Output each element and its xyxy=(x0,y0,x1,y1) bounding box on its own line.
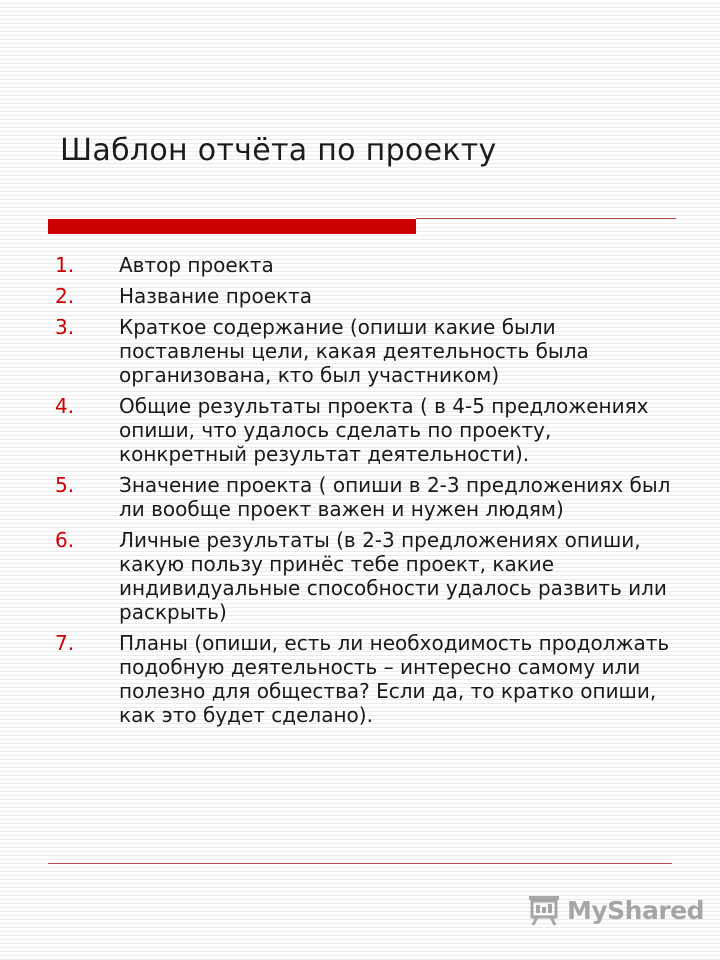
title-accent-bar xyxy=(48,219,416,234)
item-number: 5. xyxy=(55,473,75,497)
myshared-watermark xyxy=(527,893,704,927)
list-item xyxy=(55,315,675,387)
list-item xyxy=(55,284,675,308)
item-number: 4. xyxy=(55,394,75,418)
item-text: Личные результаты (в 2-3 предложениях опиши, какую пользу принёс тебе проект, какие индивидуальные способности удалось развить или раскрыть) xyxy=(119,528,667,624)
item-number: 1. xyxy=(55,253,75,277)
list-item xyxy=(55,253,675,277)
list-item xyxy=(55,473,675,521)
item-text: Название проекта xyxy=(119,284,313,308)
presentation-board-icon xyxy=(527,893,561,927)
item-text: Общие результаты проекта ( в 4-5 предложениях опиши, что удалось сделать по проекту, конкретный результат деятельности). xyxy=(119,394,649,466)
item-number: 6. xyxy=(55,528,75,552)
item-number: 2. xyxy=(55,284,75,308)
item-text: Краткое содержание (опиши какие были поставлены цели, какая деятельность была организована, кто был участником) xyxy=(119,315,589,387)
item-number: 7. xyxy=(55,631,75,655)
item-number: 3. xyxy=(55,315,75,339)
list-item xyxy=(55,631,675,727)
watermark-text: MyShared xyxy=(567,895,705,925)
item-text: Планы (опиши, есть ли необходимость продолжать подобную деятельность – интересно самому или полезно для общества? Если да, то кратко опиши, как это будет сделано). xyxy=(119,631,670,727)
item-text: Значение проекта ( опиши в 2-3 предложениях был ли вообще проект важен и нужен людям) xyxy=(119,473,671,521)
item-text: Автор проекта xyxy=(119,253,274,277)
footer-divider-line xyxy=(48,863,672,864)
list-item xyxy=(55,394,675,466)
list-item xyxy=(55,528,675,624)
title-divider-line xyxy=(416,218,676,219)
slide-title: Шаблон отчёта по проекту xyxy=(60,133,497,168)
report-items-list xyxy=(55,253,675,734)
